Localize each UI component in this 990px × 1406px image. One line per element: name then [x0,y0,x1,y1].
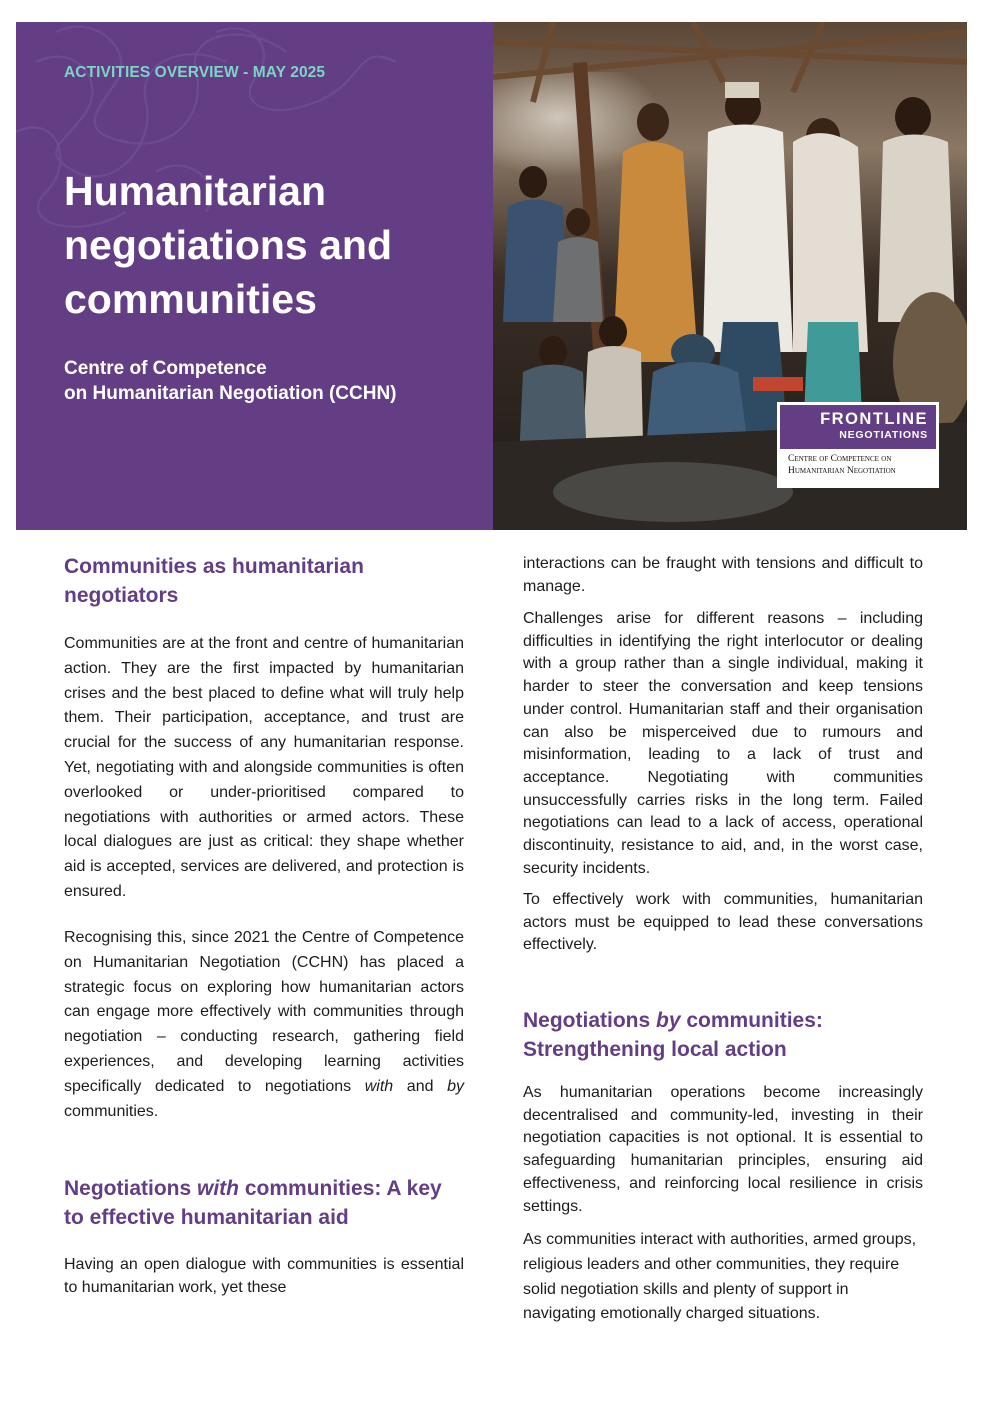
page-subtitle [64,356,397,406]
heading-text: Negotiations [523,1009,657,1032]
emphasis-with: with [364,1077,394,1095]
paragraph: As communities interact with authorities, armed groups, religious leaders and other communities, they require solid negotiation skills and plenty of support in navigating emotionally charged situations. [523,1231,917,1323]
subtitle-line: on Humanitarian Negotiation (CCHN) [64,383,397,404]
paragraph: To effectively work with communities, humanitarian actors must be equipped to lead these conversations effectively. [523,891,923,954]
frontline-negotiations-logo [777,402,939,488]
paragraph: Communities are at the front and centre of humanitarian action. They are the first impacted by humanitarian crises and the best placed to define what will truly help them. Their participation, acceptance, and trust are crucial for the success of any humanitarian response. Yet, negotiating with and alongside communities is often overlooked or under-prioritised compared to negotiations with authorities or armed actors. These local dialogues are just as critical: they shape whether aid is accepted, services are delivered, and protection is ensured. [64,635,464,900]
paragraph: Challenges arise for different reasons – including difficulties in identifying the right interlocutor or dealing with a group rather than a single individual, making it harder to steer the conversation and keep tensions under control. Humanitarian staff and their organisation can also be misperceived due to rumours and misinformation, leading to a lack of trust and acceptance. Negotiating with communities unsuccessfully carries risks in the long term. Failed negotiations can lead to a lack of access, operational discontinuity, resistance to aid, and, in the worst case, security incidents. [523,610,923,877]
paragraph-text: communities. [64,1102,159,1120]
logo-caption [778,449,938,477]
paragraph [64,926,464,1124]
logo-mark [780,405,936,449]
heading-text: communities: [680,1009,823,1032]
heading-text: Strengthening local action [523,1038,787,1061]
logo-caption-line: Centre of Competence on [788,454,892,464]
header-banner [16,22,967,530]
heading-text: Negotiations [64,1177,198,1200]
paragraph: As humanitarian operations become increasingly decentralised and community-led, investing in their negotiation capacities is not optional. It is essential to safeguarding humanitarian principles, ensuring aid effectiveness, and reinforcing local resilience in crisis settings. [523,1084,923,1215]
heading-emphasis: by [656,1009,681,1032]
paragraph-continued: interactions can be fraught with tensions and difficult to manage. [523,555,923,595]
emphasis-by: by [447,1077,464,1095]
paragraph-text: Recognising this, since 2021 the Centre of Competence on Humanitarian Negotiation (CCHN) has placed a strategic focus on exploring how humanitarian actors can engage more effectively with communities through negotiation – conducting research, gathering field experiences, and developing learning activities specifically dedicated to negotiations [64,929,464,1095]
subtitle-line: Centre of Competence [64,358,267,379]
page-title: Humanitarian negotiations and communities [64,168,392,322]
title-panel [16,22,493,530]
heading-text: communities: A key to effective humanitarian aid [64,1177,442,1229]
heading-emphasis: with [197,1177,240,1200]
logo-wordmark-sub: NEGOTIATIONS [839,429,928,441]
logo-wordmark: FRONTLINE [820,410,928,428]
paragraph: Having an open dialogue with communities is essential to humanitarian work, yet these [64,1256,464,1296]
cover-photo [493,22,967,530]
section-heading [523,1006,933,1064]
document-kicker: ACTIVITIES OVERVIEW - MAY 2025 [64,64,326,81]
logo-caption-line: Humanitarian Negotiation [788,466,896,476]
paragraph-text: and [393,1077,448,1095]
section-heading: Communities as humanitarian negotiators [64,555,364,607]
section-heading [64,1174,466,1232]
